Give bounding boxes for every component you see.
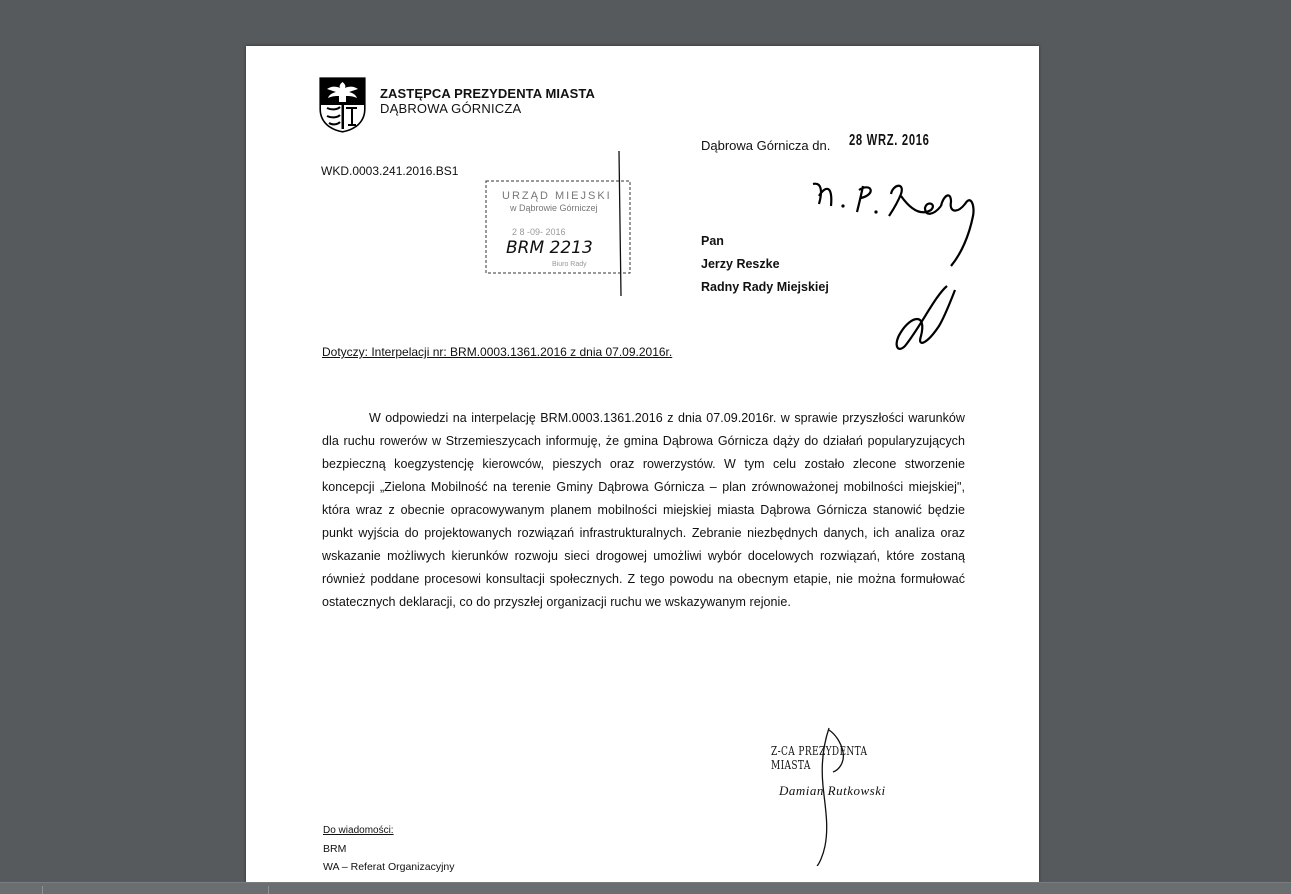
document-page [246,46,1039,882]
distribution-item: WA – Referat Organizacyjny [323,861,455,873]
viewer-bottom-bar [0,882,1291,894]
svg-text:w Dąbrowie Górniczej: w Dąbrowie Górniczej [510,203,598,213]
place-label: Dąbrowa Górnicza dn. [701,138,831,153]
letter-body-text: W odpowiedzi na interpelację BRM.0003.1361.2016 z dnia 07.09.2016r. w sprawie przyszłości warunków dla ruchu rowerów w Strzemieszycach informuję, że gmina Dąbrowa Górnicza dąży do działań popularyzujących bezpieczną koegzystencję kierowców, pieszych oraz rowerzystów. W tym celu zostało zlecone stworzenie koncepcji „Zielona Mobilność na terenie Gminy Dąbrowa Górnicza – plan zrównoważonej mobilności miejskiej", która wraz z obecnie opracowywanym planem mobilności miejskiej miasta Dąbrowa Górnicza stanowić będzie punkt wyjścia do projektowanych rozwiązań infrastrukturalnych. Zebranie niezbędnych danych, ich analiza oraz wskazanie możliwych kierunków rozwoju sieci drogowej umożliwi wybór docelowych rozwiązań, które zostaną również poddane procesowi konsultacji społecznych. Z tego powodu na obecnym etapie, nie można formułować ostatecznych deklaracji, co do przyszłej organizacji ruchu we wskazywanym rejonie. [322,411,965,609]
signatory-name: Damian Rutkowski [779,783,886,798]
svg-text:Biuro Rady: Biuro Rady [552,261,587,268]
distribution-heading: Do wiadomości: [323,825,394,836]
signatory-title: Z-CA PREZYDENTA MIASTA [771,744,868,772]
issuer-city: DĄBROWA GÓRNICZA [380,101,522,116]
svg-text:BRM 2213: BRM 2213 [506,238,593,258]
date-stamp: 28 WRZ. 2016 [849,132,930,149]
received-stamp [482,151,638,296]
recipient-name: Jerzy Reszke [701,257,780,271]
handwritten-note [801,176,996,351]
reference-number: WKD.0003.241.2016.BS1 [321,164,459,178]
issuer-title: ZASTĘPCA PREZYDENTA MIASTA [380,86,595,101]
letter-body [322,407,965,614]
svg-text:2 8 -09- 2016: 2 8 -09- 2016 [512,227,566,237]
coat-of-arms-logo [319,77,366,133]
recipient-role: Radny Rady Miejskiej [701,280,829,294]
recipient-salutation: Pan [701,234,724,248]
signature-block [761,726,941,866]
svg-text:URZĄD MIEJSKI: URZĄD MIEJSKI [502,190,612,202]
subject-line: Dotyczy: Interpelacji nr: BRM.0003.1361.2016 z dnia 07.09.2016r. [322,345,673,359]
distribution-item: BRM [323,843,347,855]
handwritten-signature [789,726,889,866]
